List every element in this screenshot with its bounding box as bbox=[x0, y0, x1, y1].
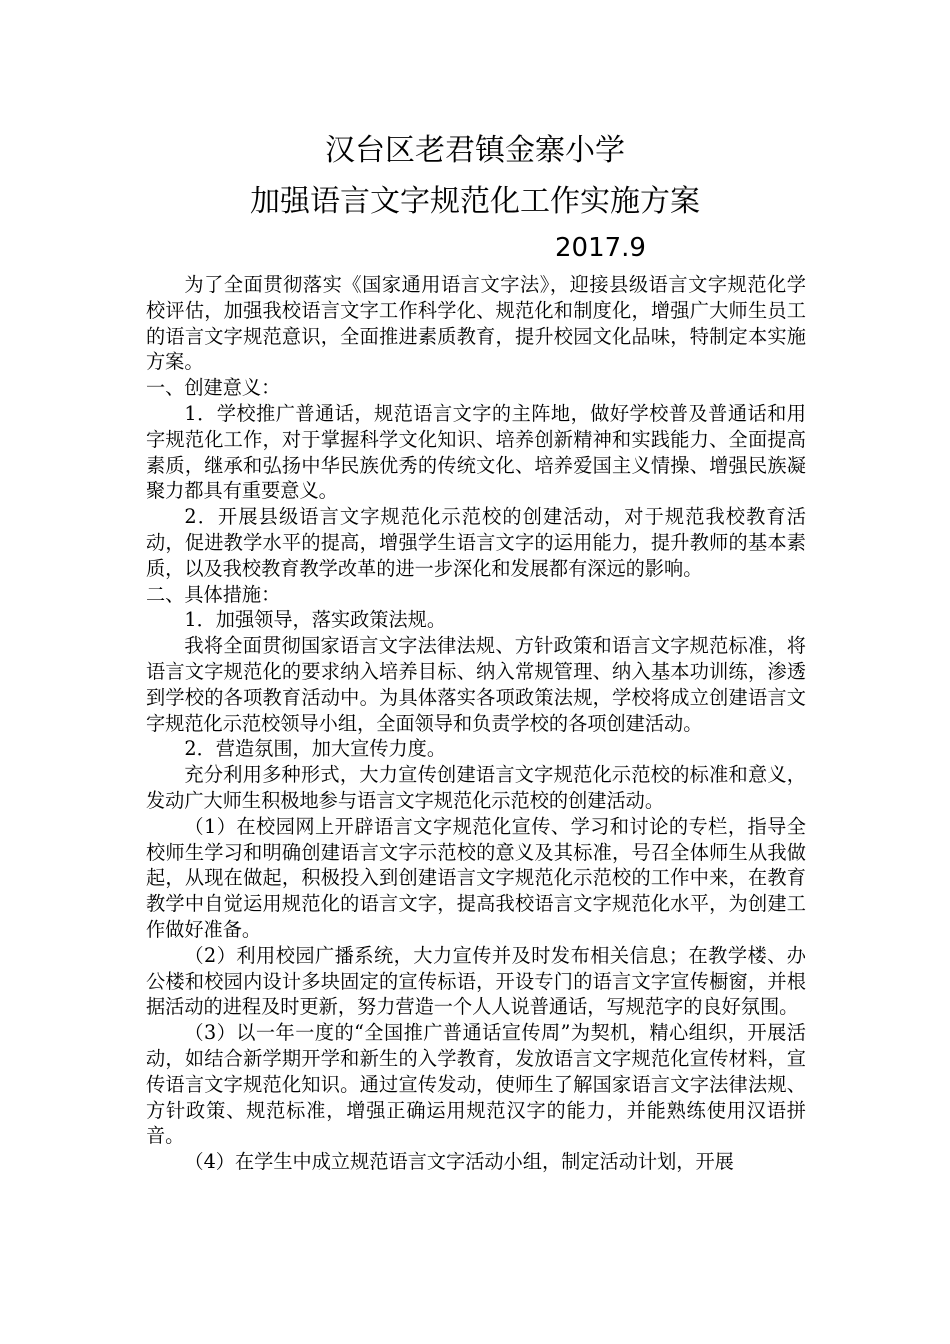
paragraph-intro: 为了全面贯彻落实《国家通用语言文字法》，迎接县级语言文字规范化学校评估，加强我校语言文字工作科学化、规范化和制度化，增强广大师生员工的语言文字规范意识，全面推进素质教育，提升校园文化品味，特制定本实施方案。 bbox=[146, 273, 806, 374]
paragraph: （1）在校园网上开辟语言文字规范化宣传、学习和讨论的专栏，指导全校师生学习和明确创建语言文字示范校的意义及其标准，号召全体师生从我做起，从现在做起，积极投入到创建语言文字规范化示范校的工作中来，在教育教学中自觉运用规范化的语言文字，提高我校语言文字规范化水平，为创建工作做好准备。 bbox=[146, 814, 806, 941]
paragraph: （2）利用校园广播系统，大力宣传并及时发布相关信息；在教学楼、办公楼和校园内设计多块固定的宣传标语，开设专门的语言文字宣传橱窗，并根据活动的进程及时更新，努力营造一个人人说普通话，写规范字的良好氛围。 bbox=[146, 943, 806, 1019]
paragraph: 2．开展县级语言文字规范化示范校的创建活动，对于规范我校教育活动，促进教学水平的提高，增强学生语言文字的运用能力，提升教师的基本素质，以及我校教育教学改革的进一步深化和发展都有深远的影响。 bbox=[146, 505, 806, 580]
paragraph: 充分利用多种形式，大力宣传创建语言文字规范化示范校的标准和意义，发动广大师生积极地参与语言文字规范化示范校的创建活动。 bbox=[146, 763, 806, 812]
document-title-plan: 加强语言文字规范化工作实施方案 bbox=[250, 184, 700, 219]
document-date: 2017.9 bbox=[555, 233, 646, 263]
paragraph: （3）以一年一度的“全国推广普通话宣传周”为契机，精心组织，开展活动，如结合新学期开学和新生的入学教育，发放语言文字规范化宣传材料，宣传语言文字规范化知识。通过宣传发动，使师生了解国家语言文字法律法规、方针政策、规范标准，增强正确运用规范汉字的能力，并能熟练使用汉语拼音。 bbox=[146, 1021, 806, 1148]
paragraph: 1．学校推广普通话，规范语言文字的主阵地，做好学校普及普通话和用字规范化工作，对于掌握科学文化知识、培养创新精神和实践能力、全面提高素质，继承和弘扬中华民族优秀的传统文化、培养爱国主义情操、增强民族凝聚力都具有重要意义。 bbox=[146, 401, 806, 503]
document-title-school: 汉台区老君镇金寨小学 bbox=[325, 133, 625, 168]
subheading: 2．营造氛围，加大宣传力度。 bbox=[184, 737, 447, 761]
paragraph: 我将全面贯彻国家语言文字法律法规、方针政策和语言文字规范标准，将语言文字规范化的要求纳入培养目标、纳入常规管理、纳入基本功训练，渗透到学校的各项教育活动中。为具体落实各项政策法规，学校将成立创建语言文字规范化示范校领导小组，全面领导和负责学校的各项创建活动。 bbox=[146, 634, 806, 735]
section-heading-significance: 一、创建意义： bbox=[146, 376, 281, 400]
section-heading-measures: 二、具体措施： bbox=[146, 582, 281, 606]
paragraph: （4）在学生中成立规范语言文字活动小组，制定活动计划，开展 bbox=[184, 1150, 734, 1174]
document-body bbox=[146, 272, 806, 1175]
subheading: 1．加强领导，落实政策法规。 bbox=[184, 608, 447, 632]
